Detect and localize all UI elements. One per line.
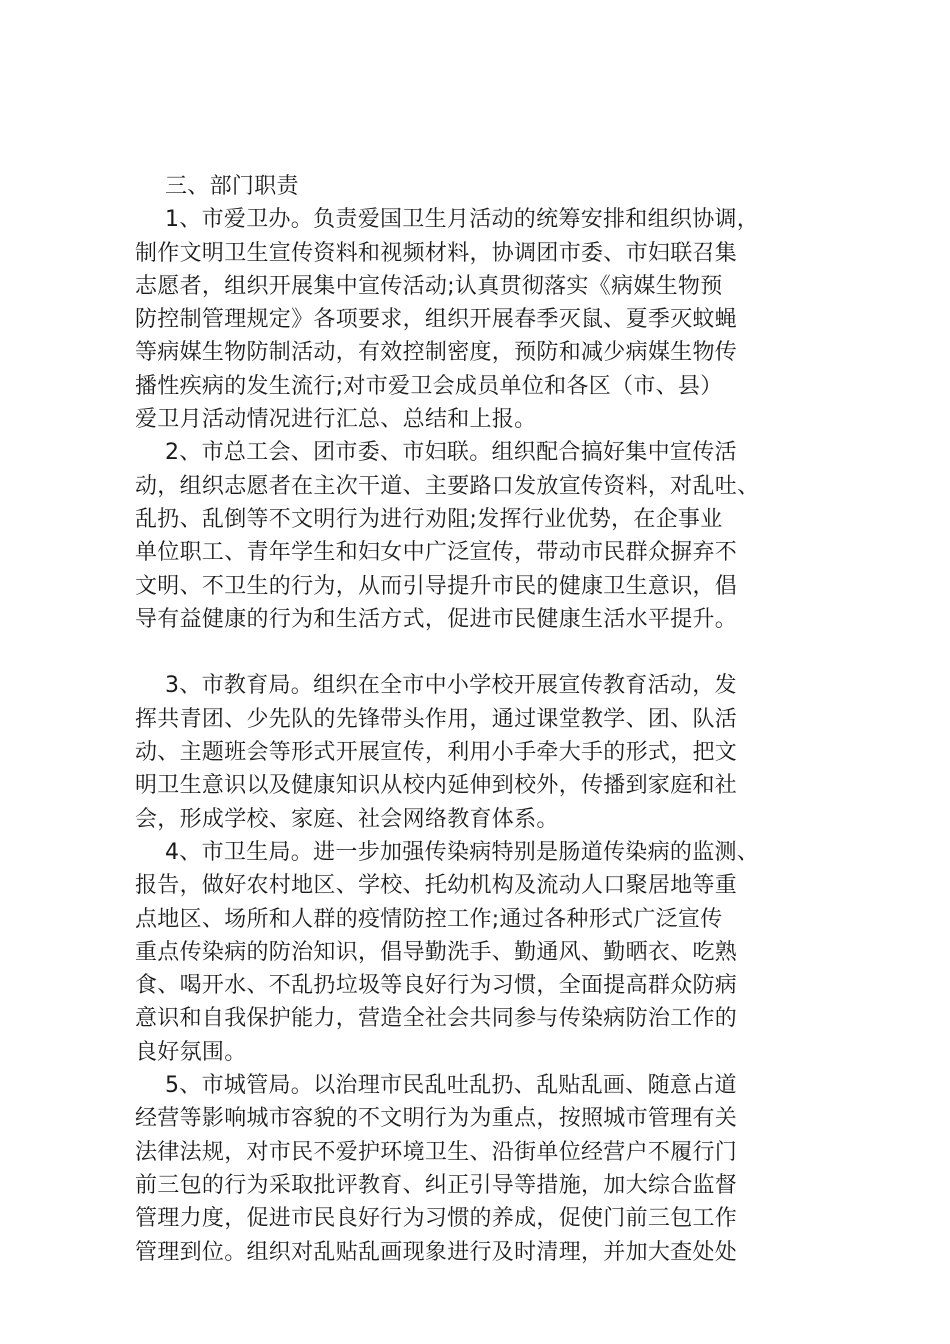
paragraph-line: 文明、不卫生的行为，从而引导提升市民的健康卫生意识，倡	[135, 573, 738, 599]
paragraph-line: 动，组织志愿者在主次干道、主要路口发放宣传资料，对乱吐、	[135, 473, 760, 499]
paragraph-line: 报告，做好农村地区、学校、托幼机构及流动人口聚居地等重	[135, 873, 738, 899]
paragraph-line: 乱扔、乱倒等不文明行为进行劝阻;发挥行业优势，在企事业	[135, 506, 723, 532]
paragraph-line: 志愿者，组织开展集中宣传活动;认真贯彻落实《病媒生物预	[135, 273, 723, 299]
paragraph-line: 点地区、场所和人群的疫情防控工作;通过各种形式广泛宣传	[135, 906, 723, 932]
paragraph-line: 播性疾病的发生流行;对市爱卫会成员单位和各区（市、县）	[135, 373, 723, 399]
paragraph-line: 管理到位。组织对乱贴乱画现象进行及时清理，并加大查处处	[135, 1239, 738, 1265]
paragraph-line: 前三包的行为采取批评教育、纠正引导等措施，加大综合监督	[135, 1172, 738, 1198]
paragraph-line: 意识和自我保护能力，营造全社会共同参与传染病防治工作的	[135, 1006, 738, 1032]
paragraph-urban-management-bureau	[135, 1069, 825, 1269]
paragraph-line: 爱卫月活动情况进行汇总、总结和上报。	[135, 407, 537, 433]
paragraph-line: 单位职工、青年学生和妇女中广泛宣传，带动市民群众摒弃不	[135, 540, 738, 566]
paragraph-line: 2、市总工会、团市委、市妇联。组织配合搞好集中宣传活	[165, 440, 737, 466]
paragraph-line: 4、市卫生局。进一步加强传染病特别是肠道传染病的监测、	[165, 839, 760, 865]
paragraph-line: 5、市城管局。以治理市民乱吐乱扔、乱贴乱画、随意占道	[165, 1073, 737, 1099]
document-body	[135, 170, 825, 1269]
paragraph-line: 制作文明卫生宣传资料和视频材料，协调团市委、市妇联召集	[135, 240, 738, 266]
blank-line	[135, 636, 825, 669]
paragraph-line: 3、市教育局。组织在全市中小学校开展宣传教育活动，发	[165, 673, 737, 699]
paragraph-line: 经营等影响城市容貌的不文明行为为重点，按照城市管理有关	[135, 1106, 738, 1132]
paragraph-line: 明卫生意识以及健康知识从校内延伸到校外，传播到家庭和社	[135, 773, 738, 799]
paragraph-city-patriotic-health-office	[135, 203, 825, 436]
paragraph-line: 等病媒生物防制活动，有效控制密度，预防和减少病媒生物传	[135, 340, 738, 366]
paragraph-line: 管理力度，促进市民良好行为习惯的养成，促使门前三包工作	[135, 1206, 738, 1232]
paragraph-line: 良好氛围。	[135, 1039, 247, 1065]
paragraph-line: 法律法规，对市民不爱护环境卫生、沿街单位经营户不履行门	[135, 1139, 738, 1165]
paragraph-line: 会，形成学校、家庭、社会网络教育体系。	[135, 806, 559, 832]
paragraph-line: 1、市爱卫办。负责爱国卫生月活动的统筹安排和组织协调，	[165, 207, 760, 233]
paragraph-line: 导有益健康的行为和生活方式，促进市民健康生活水平提升。	[135, 606, 738, 632]
paragraph-health-bureau	[135, 836, 825, 1069]
paragraph-line: 重点传染病的防治知识，倡导勤洗手、勤通风、勤晒衣、吃熟	[135, 939, 738, 965]
section-heading: 三、部门职责	[165, 174, 299, 199]
paragraph-education-bureau	[135, 669, 825, 835]
paragraph-line: 食、喝开水、不乱扔垃圾等良好行为习惯，全面提高群众防病	[135, 973, 738, 999]
paragraph-line: 动、主题班会等形式开展宣传，利用小手牵大手的形式，把文	[135, 740, 738, 766]
paragraph-trade-union-youth-women	[135, 436, 825, 636]
paragraph-line: 防控制管理规定》各项要求，组织开展春季灭鼠、夏季灭蚊蝇	[135, 307, 738, 333]
paragraph-line: 挥共青团、少先队的先锋带头作用，通过课堂教学、团、队活	[135, 706, 738, 732]
